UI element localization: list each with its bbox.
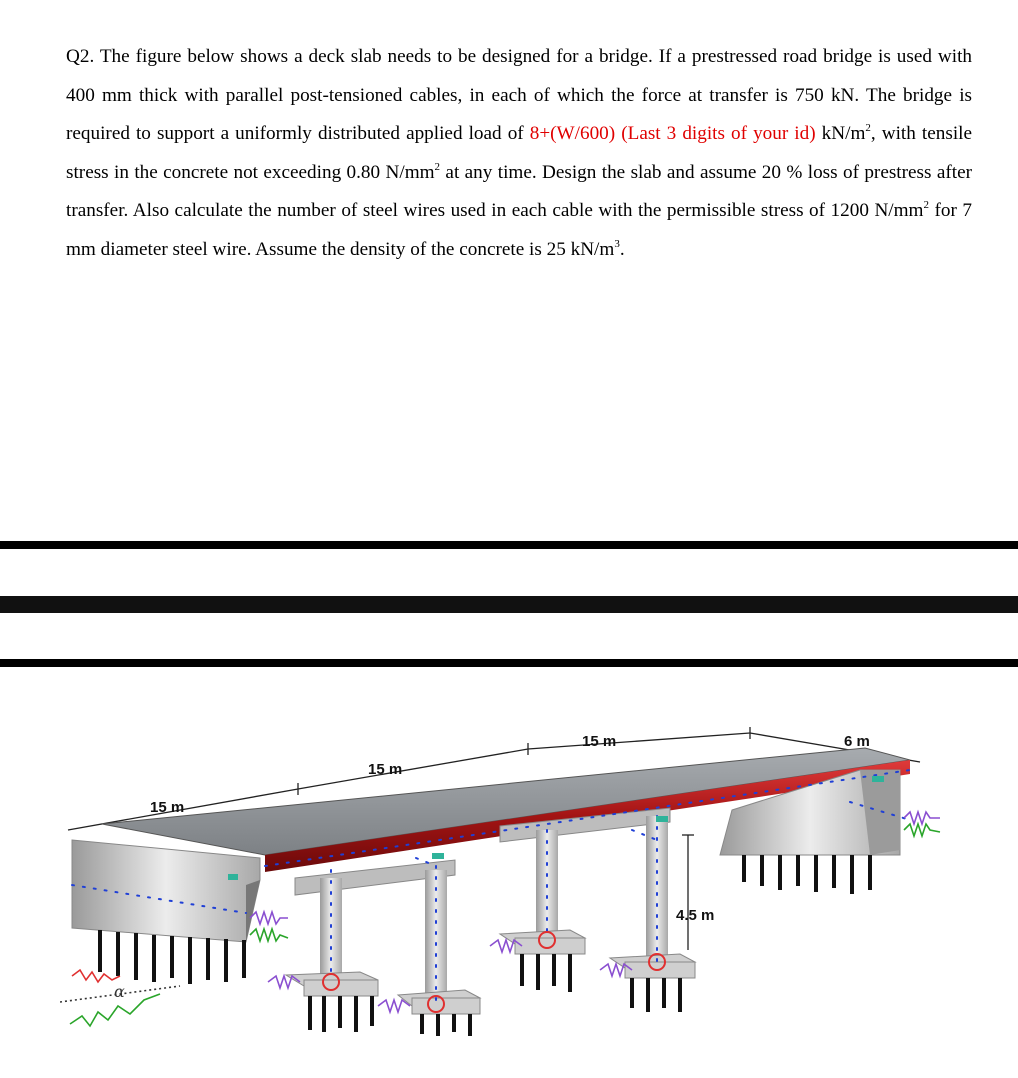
angle-label: α	[114, 982, 125, 1001]
bridge-figure	[60, 690, 1018, 1078]
question-text: Q2. The figure below shows a deck slab needs to be designed for a bridge. If a prestressed road bridge is used with 400 mm thick with parallel post-tensioned cables, in each of which the force at transfer is 750 kN. The bridge is required to support a uniformly distributed applied load of 8+(W/600) (Last 3 digits of your id) $kN/m^2$, with tensile stress in the concrete not exceeding 0.80 $N/mm^2$ at any time. Design the slab and assume 20 % loss of prestress after transfer. Also calculate the number of steel wires used in each cable with the permissible stress of 1200 $N/mm^2$ for 7 mm diameter steel wire. Assume the density of the concrete is 25 $kN/m^3$.	[66, 46, 972, 260]
left-abutment	[72, 840, 260, 942]
load-formula-highlight: 8+(W/600) (Last 3 digits of your id)	[529, 123, 816, 144]
divider-bottom	[0, 659, 1018, 667]
dim-span-2: 15 m	[368, 761, 403, 778]
divider-top	[0, 541, 1018, 549]
dim-pier-height: 4.5 m	[676, 907, 715, 924]
dim-span-1: 15 m	[150, 799, 185, 816]
divider-middle-band	[0, 596, 1018, 613]
dim-width: 6 m	[844, 733, 870, 750]
dim-span-3: 15 m	[582, 733, 617, 750]
